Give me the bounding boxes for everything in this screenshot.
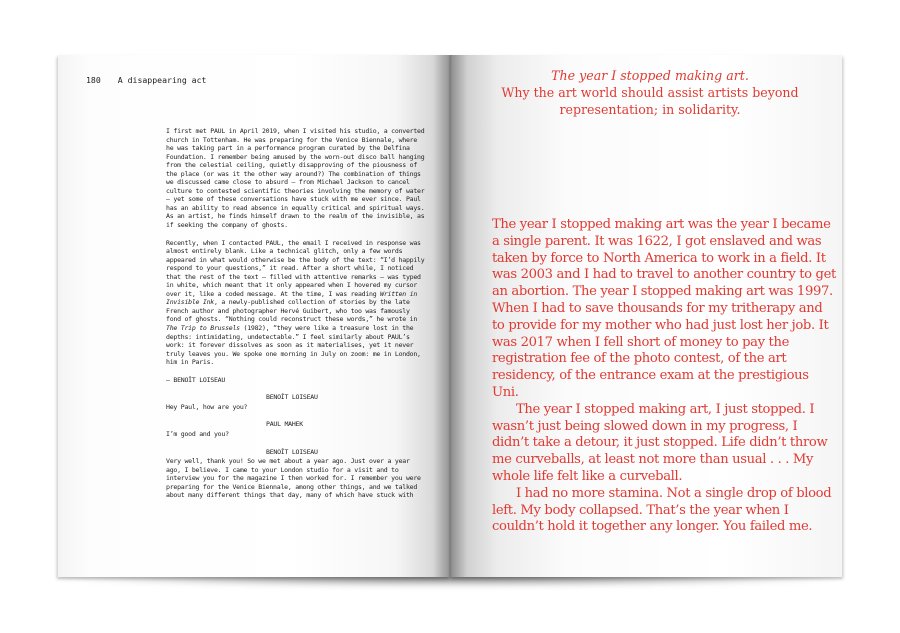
author-signature: – BENOÎT LOISEAU <box>166 375 226 384</box>
paragraph-text: , a newly-published collection of stories by the late French author and photographer Hervé Guibert, who too was famously fond of ghosts. “Nothing could reconstruct these words,” he wrote in <box>166 298 418 324</box>
intro-paragraph: I first met PAUL in April 2019, when I visited his studio, a converted church in Tottenham. He was preparing for the Venice Biennale, where he was taking part in a performance program curated by the Delfina Foundation. I remember being amused by the worn-out disco ball hanging from the celestial ceiling, quietly disapproving of the piousness of the place (or was it the other way around?) The combination of things we discussed came close to absurd – from Michael Jackson to cancel culture to contested scientific theories involving the memory of water – yet some of these conversations have stuck with me ever since. Paul has an ability to read absence in equally critical and spiritual ways. As an artist, he finds himself drawn to the realm of the invisible, as if seeking the company of ghosts. <box>166 127 425 230</box>
book-title: Written in Invisible Ink <box>166 289 418 307</box>
running-header <box>86 75 206 85</box>
interview-text <box>166 127 428 500</box>
running-title: A disappearing act <box>117 75 207 85</box>
title-subtitle: Why the art world should assist artists beyond representation; in solidarity. <box>501 85 799 117</box>
left-page <box>58 55 450 577</box>
essay-paragraph: The year I stopped making art, I just stopped. I wasn’t just being slowed down in my progress, I didn’t take a detour, it just stopped. Life didn’t throw me curveballs, at least not more than usual . . . My whole life felt like a curveball. <box>492 401 828 484</box>
page-number: 180 <box>86 75 101 85</box>
dialogue-line: Very well, thank you! So we met about a year ago. Just over a year ago, I believe. I came to your London studio for a visit and to interview you for the magazine I then worked for. I remember you were preparing for the Venice Biennale, among other things, and we talked about many different things that day, many of which have stuck with <box>166 457 421 500</box>
essay-title <box>490 67 810 118</box>
speaker-name: BENOÎT LOISEAU <box>266 393 318 402</box>
book-title: The Trip to Brussels <box>166 324 240 333</box>
dialogue-line: I’m good and you? <box>166 429 229 438</box>
essay-body <box>492 217 838 536</box>
paragraph-text: (1982), “they were like a treasure lost in the depths: intimidating, undetectable.” I feel similarly about PAUL’s work: it forever dissolves as soon as it materialises, yet it never truly leaves you. We spoke one morning in July on zoom: me in London, him in Paris. <box>166 324 421 367</box>
dialogue-line: Hey Paul, how are you? <box>166 402 248 411</box>
speaker-name: BENOÎT LOISEAU <box>266 447 318 456</box>
paragraph-text: Recently, when I contacted PAUL, the email I received in response was almost entirely blank. Like a technical glitch, only a few words appeared in what would otherwise be the body of the text: “I’d happily respond to your questions,” it read. After a short while, I noticed that the rest of the text – filled with attentive remarks – was typed in white, which meant that it only appeared when I hovered my cursor over it, like a coded message. At the time, I was reading <box>166 238 425 298</box>
speaker-name: PAUL MAHEK <box>266 420 303 429</box>
essay-paragraph: I had no more stamina. Not a single drop of blood left. My body collapsed. That’s the year when I couldn’t hold it together any longer. You failed me. <box>492 485 832 535</box>
title-italic: The year I stopped making art. <box>551 68 749 83</box>
second-paragraph <box>166 239 428 367</box>
essay-paragraph: The year I stopped making art was the year I became a single parent. It was 1622, I got enslaved and was taken by force to North America to work in a field. It was 2003 and I had to travel to another country to get an abortion. The year I stopped making art was 1997. When I had to save thousands for my tritherapy and to provide for my mother who had just lost her job. It was 2017 when I fell short of money to pay the registration fee of the photo contest, of the art residency, of the entrance exam at the prestigious Uni. <box>492 217 836 400</box>
right-page <box>450 55 842 577</box>
